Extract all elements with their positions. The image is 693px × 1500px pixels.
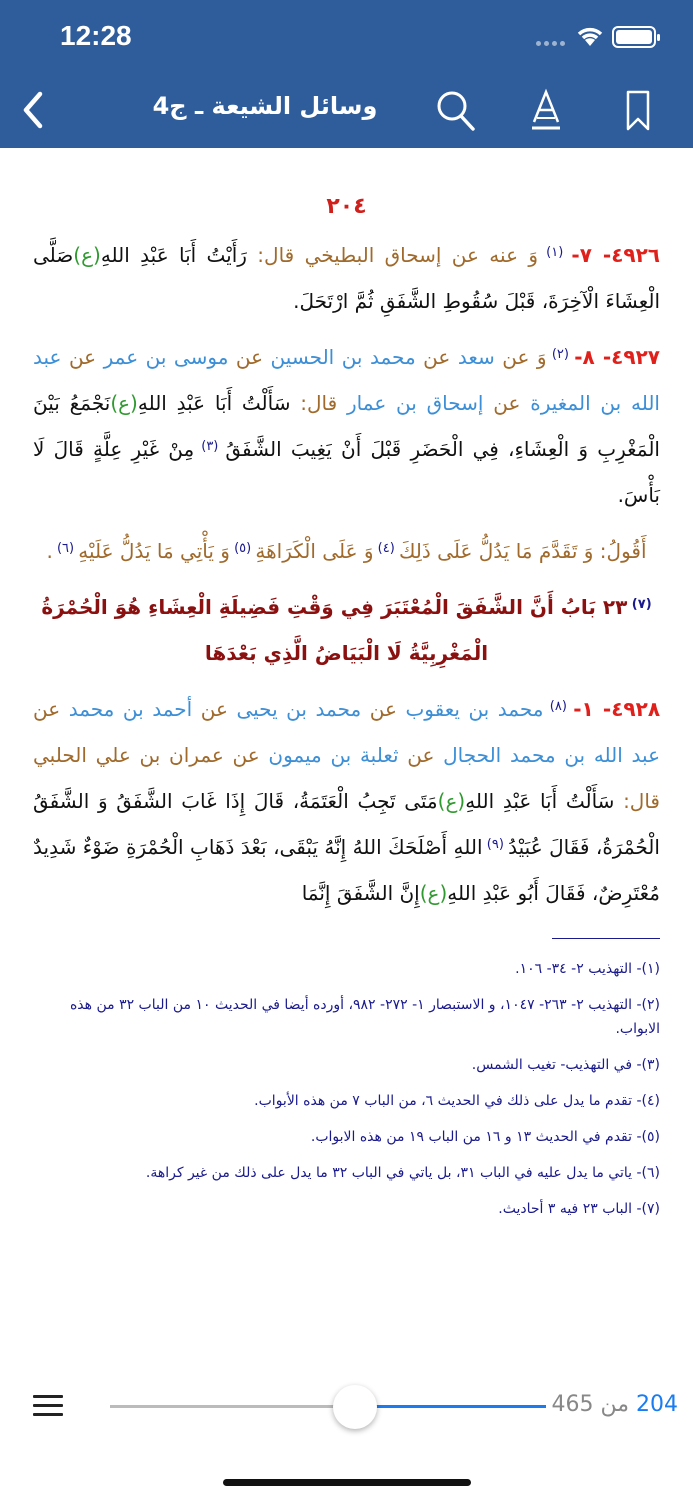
bookmark-icon[interactable] xyxy=(625,90,651,132)
page-slider[interactable] xyxy=(110,1405,546,1408)
bottom-toolbar xyxy=(0,1378,693,1438)
honorific: (ع) xyxy=(110,391,138,415)
menu-icon[interactable] xyxy=(33,1395,63,1422)
page-number: ٢٠٤ xyxy=(326,194,367,219)
narrator-link-text: وَ عن xyxy=(494,345,547,369)
hadith-text: مَتَى تَجِبُ الْعَتَمَةُ، قَالَ إِذَا غَابَ الشَّفَقُ وَ الشَّفَقُ الْحُمْرَةُ، فَقَالَ عُبَيْدُ xyxy=(33,789,660,859)
narrator-link-text: قال: xyxy=(290,391,338,415)
hadith-text: سَأَلْتُ أَبَا عَبْدِ اللهِ xyxy=(137,391,291,415)
battery-icon xyxy=(612,26,656,48)
book-title: وسائل الشيعة ـ ج4 xyxy=(152,92,378,120)
narrator-link-text: وَ عنه عن إسحاق البطيخي قال: xyxy=(246,243,539,267)
hadith-text: إِنَّ الشَّفَقَ إِنَّمَا xyxy=(301,881,420,905)
footnote: (٣)- في التهذيب- تغيب الشمس. xyxy=(471,1057,660,1073)
honorific: (ع) xyxy=(437,789,466,813)
footnote-separator xyxy=(552,938,660,939)
footnote: (٧)- الباب ٢٣ فيه ٣ أحاديث. xyxy=(498,1201,660,1217)
narrator-link-text: عن xyxy=(483,391,521,415)
hadith-text: . xyxy=(46,539,53,563)
hadith-text: وَ يَأْتِي مَا يَدُلُّ عَلَيْهِ xyxy=(78,539,230,563)
paragraph xyxy=(33,686,660,916)
narrator-link-text: عن xyxy=(361,697,397,721)
narrator-name: عبد الله بن المغيرة xyxy=(33,345,660,415)
footnote-ref[interactable]: (٦) xyxy=(52,540,79,556)
reading-content xyxy=(0,148,693,1378)
home-indicator[interactable] xyxy=(223,1479,471,1486)
narrator-link-text: عن xyxy=(398,743,435,767)
narrator-name: محمد بن يعقوب xyxy=(396,697,544,721)
narrator-name: موسى بن عمر xyxy=(96,345,229,369)
honorific: (ع) xyxy=(419,881,448,905)
honorific: (ع) xyxy=(73,243,101,267)
paragraph xyxy=(33,584,660,676)
total-pages: 465 xyxy=(551,1392,594,1417)
footnote-ref[interactable]: (٨) xyxy=(543,698,574,714)
narrator-name: سعد xyxy=(450,345,495,369)
narrator-link-text: عن xyxy=(415,345,451,369)
footnote-ref[interactable]: (٧) xyxy=(627,596,652,612)
hadith-number: ٤٩٢٧- ٨- xyxy=(574,345,660,369)
narrator-name: محمد بن يحيى xyxy=(227,697,362,721)
hadith-text: صَلَّى الْعِشَاءَ الْآخِرَةَ، قَبْلَ سُقُوطِ الشَّفَقِ ثُمَّ ارْتَحَلَ. xyxy=(33,243,660,313)
hadith-text: سَأَلْتُ أَبَا عَبْدِ اللهِ xyxy=(465,789,615,813)
footnote: (٦)- ياتي ما يدل عليه في الباب ٣١، بل ياتي في الباب ٣٢ ما يدل على ذلك من غير كراهة. xyxy=(145,1165,660,1181)
home-indicator-area xyxy=(0,1438,693,1500)
slider-fill xyxy=(355,1405,546,1408)
page-separator: من xyxy=(600,1392,629,1417)
hadith-text: ٢٣ بَابُ أَنَّ الشَّفَقَ الْمُعْتَبَرَ فِي وَقْتِ فَضِيلَةِ الْعِشَاءِ هُوَ الْحُمْرَةُ الْمَغْرِبِيَّةُ لَا الْبَيَاضُ الَّذِي بَعْدَهَا xyxy=(41,595,628,665)
footnote: (١)- التهذيب ٢- ٣٤- ١٠٦. xyxy=(515,961,660,977)
footnote-ref[interactable]: (١) xyxy=(538,244,572,260)
hadith-text: نَجْمَعُ بَيْنَ الْمَغْرِبِ وَ الْعِشَاءِ، فِي الْحَضَرِ قَبْلَ أَنْ يَغِيبَ الشَّفَقُ xyxy=(33,391,660,461)
narrator-link-text: عن xyxy=(228,345,264,369)
footnote: (٤)- تقدم ما يدل على ذلك في الحديث ٦، من الباب ٧ من هذه الأبواب. xyxy=(254,1093,660,1109)
wifi-icon xyxy=(575,24,605,48)
page-indicator xyxy=(551,1392,678,1417)
paragraph-gap xyxy=(33,518,660,528)
hadith-text: أَقُولُ: وَ تَقَدَّمَ مَا يَدُلُّ عَلَى ذَلِكَ xyxy=(398,539,647,563)
paragraph-gap xyxy=(33,676,660,686)
footnote-ref[interactable]: (٥) xyxy=(229,540,256,556)
search-icon[interactable] xyxy=(435,88,477,132)
narrator-name: عبد الله بن محمد الحجال xyxy=(434,743,661,767)
paragraph-gap xyxy=(33,324,660,334)
back-chevron-icon[interactable] xyxy=(18,90,48,130)
hadith-number: ٤٩٢٨- ١- xyxy=(573,697,661,721)
paragraph xyxy=(33,232,660,324)
signal-icon xyxy=(536,41,565,46)
slider-thumb[interactable] xyxy=(333,1385,377,1429)
narrator-link-text: عن xyxy=(33,697,61,721)
status-time: 12:28 xyxy=(60,20,132,51)
current-page: 204 xyxy=(636,1392,678,1417)
narrator-link-text: عن xyxy=(192,697,228,721)
font-settings-icon[interactable] xyxy=(530,88,562,134)
paragraph xyxy=(33,528,660,574)
footnote-ref[interactable]: (٣) xyxy=(194,438,226,454)
narrator-link-text: عن عمران بن علي الحلبي قال: xyxy=(33,743,660,813)
narrator-name: إسحاق بن عمار xyxy=(337,391,484,415)
footnote-ref[interactable]: (٩) xyxy=(482,836,509,852)
paragraph-gap xyxy=(33,574,660,584)
navigation-header xyxy=(0,0,693,148)
footnotes xyxy=(33,951,660,1227)
hadith-text: مِنْ غَيْرِ عِلَّةٍ قَالَ لَا بَأْسَ. xyxy=(33,437,660,507)
hadith-number: ٤٩٢٦- ٧- xyxy=(571,243,661,267)
narrator-name: أحمد بن محمد xyxy=(60,697,193,721)
footnote-ref[interactable]: (٢) xyxy=(546,346,575,362)
hadith-text: رَأَيْتُ أَبَا عَبْدِ اللهِ xyxy=(100,243,247,267)
footnote: (٥)- تقدم في الحديث ١٣ و ١٦ من الباب ١٩ من هذه الابواب. xyxy=(310,1129,660,1145)
hadith-paragraphs xyxy=(33,232,660,916)
narrator-link-text: عن xyxy=(61,345,97,369)
hadith-text: اللهِ أَصْلَحَكَ اللهُ إِنَّهُ يَبْقَى، بَعْدَ ذَهَابِ الْحُمْرَةِ ضَوْءٌ شَدِيدٌ مُعْتَرِضٌ، فَقَالَ أَبُو عَبْدِ اللهِ xyxy=(33,835,660,905)
footnote-ref[interactable]: (٤) xyxy=(373,540,399,556)
narrator-name: ثعلبة بن ميمون xyxy=(259,743,399,767)
paragraph xyxy=(33,334,660,518)
narrator-name: محمد بن الحسين xyxy=(263,345,416,369)
footnote: (٢)- التهذيب ٢- ٢٦٣- ١٠٤٧، و الاستبصار ١- ٢٧٢- ٩٨٢، أورده أيضا في الحديث ١٠ من الباب ٣٢ من هذه الابواب. xyxy=(69,997,660,1037)
hadith-text: وَ عَلَى الْكَرَاهَةِ xyxy=(255,539,374,563)
